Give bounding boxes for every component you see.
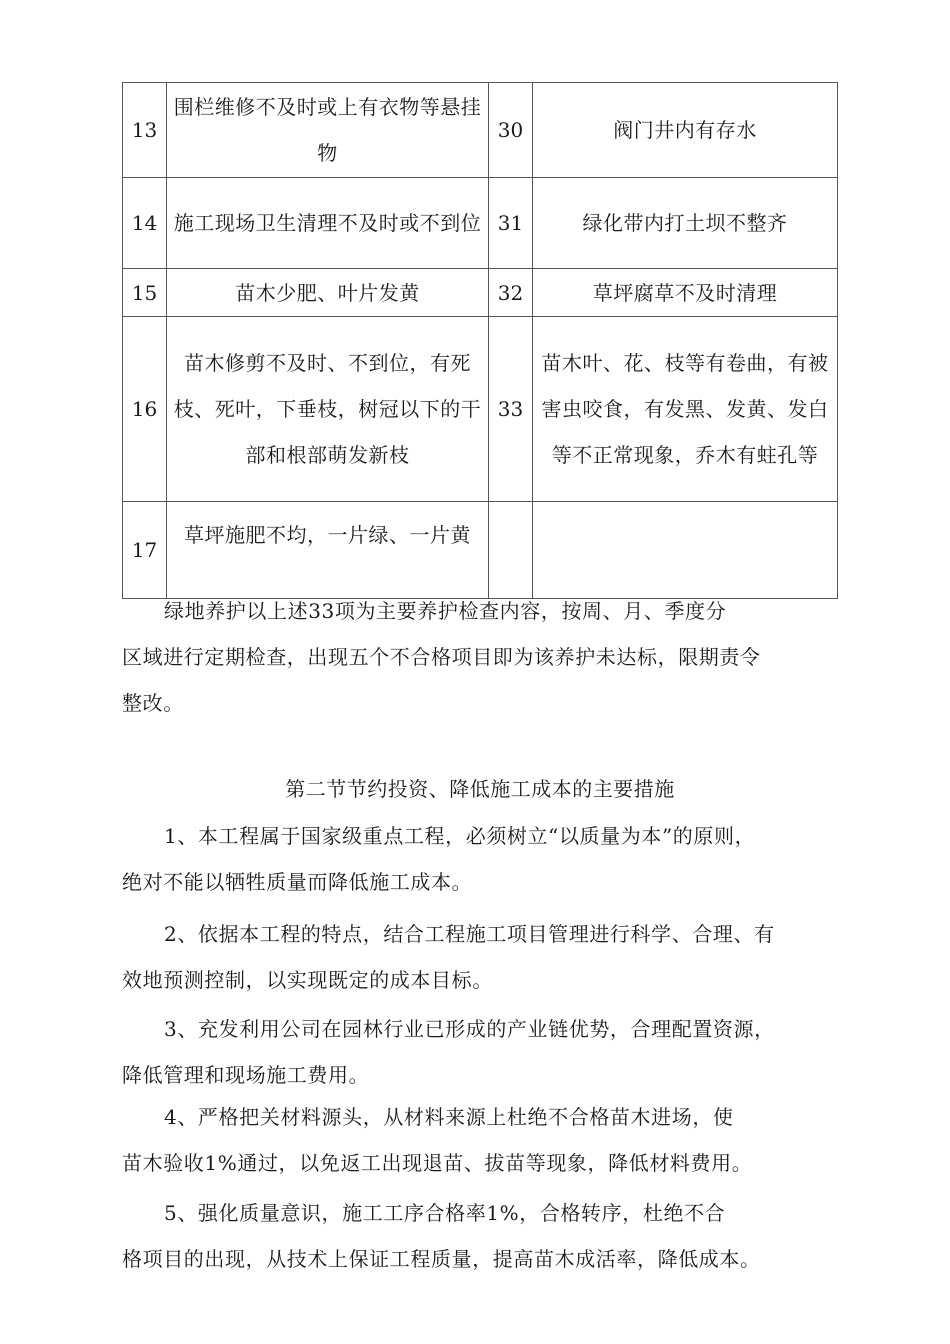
item-description: 苗木少肥、叶片发黄 bbox=[167, 269, 489, 317]
paragraph-line: 降低管理和现场施工费用。 bbox=[122, 1063, 370, 1087]
item-number: 13 bbox=[123, 83, 167, 178]
table-row bbox=[123, 317, 838, 502]
item-number: 30 bbox=[489, 83, 533, 178]
item-description: 施工现场卫生清理不及时或不到位 bbox=[167, 178, 489, 269]
measure-item bbox=[122, 1006, 838, 1098]
paragraph-line: 3、充发利用公司在园林行业已形成的产业链优势，合理配置资源， bbox=[164, 1017, 775, 1041]
table-row bbox=[123, 83, 838, 178]
table-row bbox=[123, 502, 838, 599]
table-row bbox=[123, 178, 838, 269]
item-number: 14 bbox=[123, 178, 167, 269]
table-row bbox=[123, 269, 838, 317]
item-number: 33 bbox=[489, 317, 533, 502]
paragraph-line: 4、严格把关材料源头，从材料来源上杜绝不合格苗木进场，使 bbox=[164, 1105, 734, 1129]
item-description: 绿化带内打土坝不整齐 bbox=[533, 178, 838, 269]
summary-paragraph bbox=[122, 588, 838, 726]
item-description: 苗木叶、花、枝等有卷曲，有被害虫咬食，有发黑、发黄、发白等不正常现象，乔木有蛀孔等 bbox=[533, 317, 838, 502]
paragraph-line: 5、强化质量意识，施工工序合格率1%，合格转序，杜绝不合 bbox=[164, 1201, 726, 1225]
item-description: 草坪腐草不及时清理 bbox=[533, 269, 838, 317]
paragraph-line: 区域进行定期检查，出现五个不合格项目即为该养护未达标，限期责令 bbox=[122, 645, 761, 669]
paragraph-line: 整改。 bbox=[122, 691, 184, 715]
item-description: 苗木修剪不及时、不到位，有死枝、死叶，下垂枝，树冠以下的干部和根部萌发新枝 bbox=[167, 317, 489, 502]
paragraph-line: 1、本工程属于国家级重点工程，必须树立“以质量为本”的原则， bbox=[164, 824, 756, 848]
item-description: 草坪施肥不均，一片绿、一片黄 bbox=[167, 502, 489, 599]
measure-item bbox=[122, 1094, 838, 1186]
item-number bbox=[489, 502, 533, 599]
item-description: 围栏维修不及时或上有衣物等悬挂物 bbox=[167, 83, 489, 178]
paragraph-line: 效地预测控制，以实现既定的成本目标。 bbox=[122, 968, 493, 992]
item-number: 17 bbox=[123, 502, 167, 599]
item-number: 15 bbox=[123, 269, 167, 317]
measure-item bbox=[122, 1190, 838, 1282]
inspection-table bbox=[122, 82, 838, 599]
paragraph-line: 绿地养护以上述33项为主要养护检查内容，按周、月、季度分 bbox=[164, 599, 727, 623]
paragraph-line: 绝对不能以牺牲质量而降低施工成本。 bbox=[122, 870, 473, 894]
item-description bbox=[533, 502, 838, 599]
paragraph-line: 格项目的出现，从技术上保证工程质量，提高苗木成活率，降低成本。 bbox=[122, 1247, 761, 1271]
item-number: 31 bbox=[489, 178, 533, 269]
item-number: 32 bbox=[489, 269, 533, 317]
paragraph-line: 苗木验收1%通过，以免返工出现退苗、拔苗等现象，降低材料费用。 bbox=[122, 1151, 753, 1175]
item-number: 16 bbox=[123, 317, 167, 502]
measure-item bbox=[122, 813, 838, 905]
section-title: 第二节节约投资、降低施工成本的主要措施 bbox=[285, 777, 675, 801]
paragraph-line: 2、依据本工程的特点，结合工程施工项目管理进行科学、合理、有 bbox=[164, 922, 775, 946]
measure-item bbox=[122, 911, 838, 1003]
item-description: 阀门井内有存水 bbox=[533, 83, 838, 178]
